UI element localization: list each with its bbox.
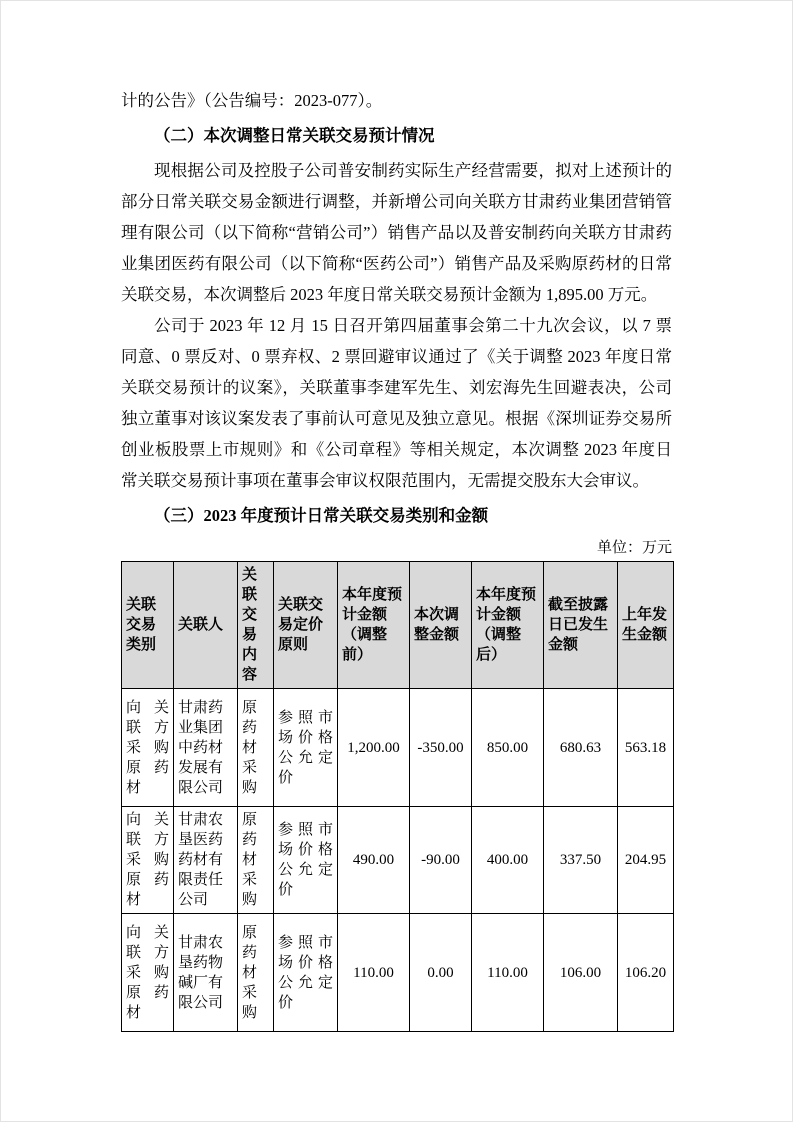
cell-estimate-after: 110.00	[472, 914, 544, 1032]
header-cell-pricing-principle: 关联交易定价原则	[274, 562, 338, 689]
cell-pricing-principle: 参照市场价格公允定价	[274, 689, 338, 807]
header-cell-prior-year: 上年发生金额	[618, 562, 674, 689]
cell-adjustment: 0.00	[410, 914, 472, 1032]
cell-category: 向关联方采购原药材	[122, 689, 174, 807]
table-header-row	[122, 562, 674, 689]
header-cell-category: 关联交易类别	[122, 562, 174, 689]
cell-estimate-after: 850.00	[472, 689, 544, 807]
cell-content: 原药材采购	[238, 689, 274, 807]
cell-content: 原药材采购	[238, 807, 274, 914]
cell-adjustment: -90.00	[410, 807, 472, 914]
cell-pricing-principle: 参照市场价格公允定价	[274, 914, 338, 1032]
cell-estimate-after: 400.00	[472, 807, 544, 914]
header-cell-content: 关联交易内容	[238, 562, 274, 689]
header-cell-incurred-to-date: 截至披露日已发生金额	[544, 562, 618, 689]
cell-estimate-before: 490.00	[338, 807, 410, 914]
cell-pricing-principle: 参照市场价格公允定价	[274, 807, 338, 914]
header-cell-related-party: 关联人	[174, 562, 238, 689]
cell-incurred-to-date: 106.00	[544, 914, 618, 1032]
cell-prior-year: 106.20	[618, 914, 674, 1032]
cell-prior-year: 563.18	[618, 689, 674, 807]
paragraph-board-meeting: 公司于 2023 年 12 月 15 日召开第四届董事会第二十九次会议，以 7 票同意、0 票反对、0 票弃权、2 票回避审议通过了《关于调整 2023 年度日常关联交易预计的议案》，关联董事李建军先生、刘宏海先生回避表决，公司独立董事对该议案发表了事前认可意见及独立意见。根据《深圳证券交易所创业板股票上市规则》和《公司章程》等相关规定，本次调整 2023 年度日常关联交易预计事项在董事会审议权限范围内，无需提交股东大会审议。	[121, 316, 672, 490]
table-row	[122, 807, 674, 914]
cell-incurred-to-date: 680.63	[544, 689, 618, 807]
section-heading-3: （三）2023 年度预计日常关联交易类别和金额	[154, 506, 489, 525]
header-cell-estimate-before: 本年度预计金额（调整前）	[338, 562, 410, 689]
cell-estimate-before: 110.00	[338, 914, 410, 1032]
cell-related-party: 甘肃农垦药物碱厂有限公司	[174, 914, 238, 1032]
unit-label: 单位：万元	[596, 540, 672, 556]
paragraph-adjustment: 现根据公司及控股子公司普安制药实际生产经营需要，拟对上述预计的部分日常关联交易金额进行调整，并新增公司向关联方甘肃药业集团营销管理有限公司（以下简称“营销公司”）销售产品以及普安制药向关联方甘肃药业集团医药有限公司（以下简称“医药公司”）销售产品及采购原药材的日常关联交易，本次调整后 2023 年度日常关联交易预计金额为 1,895.00 万元。	[121, 161, 672, 304]
cell-adjustment: -350.00	[410, 689, 472, 807]
cell-category: 向关联方采购原药材	[122, 807, 174, 914]
cell-category: 向关联方采购原药材	[122, 914, 174, 1032]
cell-related-party: 甘肃药业集团中药材发展有限公司	[174, 689, 238, 807]
cell-incurred-to-date: 337.50	[544, 807, 618, 914]
cell-estimate-before: 1,200.00	[338, 689, 410, 807]
table-row	[122, 914, 674, 1032]
cell-prior-year: 204.95	[618, 807, 674, 914]
cell-related-party: 甘肃农垦医药药材有限责任公司	[174, 807, 238, 914]
related-transactions-table	[121, 561, 674, 1032]
section-heading-2: （二）本次调整日常关联交易预计情况	[154, 126, 435, 145]
table-row	[122, 689, 674, 807]
cell-content: 原药材采购	[238, 914, 274, 1032]
header-cell-estimate-after: 本年度预计金额（调整后）	[472, 562, 544, 689]
intro-line: 计的公告》（公告编号：2023-077）。	[121, 91, 383, 110]
header-cell-adjustment: 本次调整金额	[410, 562, 472, 689]
